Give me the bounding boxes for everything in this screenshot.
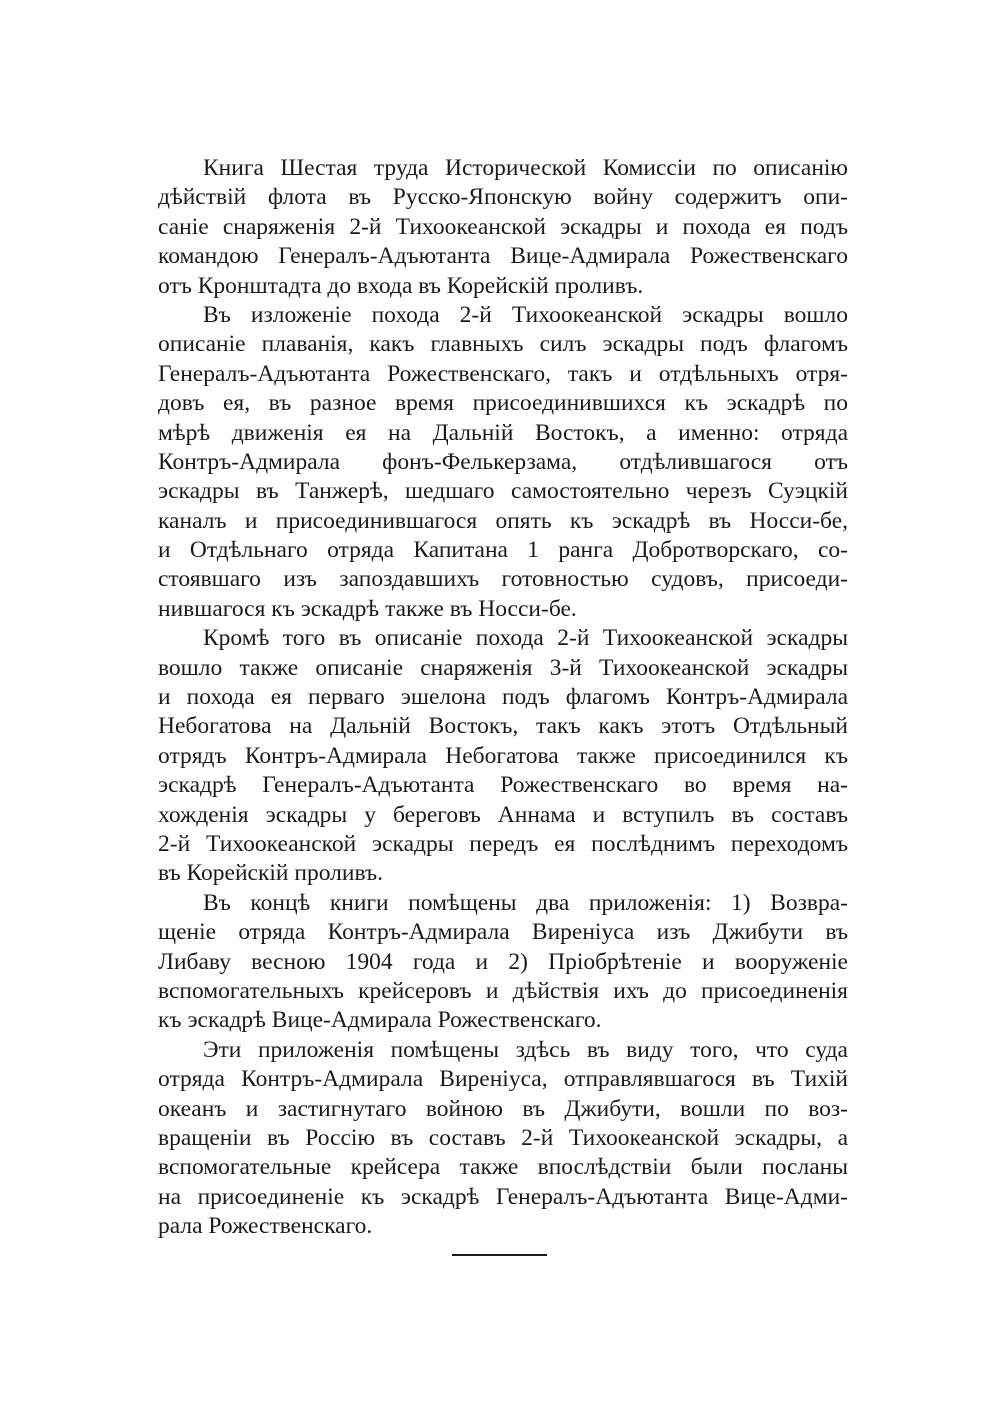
- text-line: вошло также описаніе снаряженія 3-й Тихоокеанской эскадры: [158, 654, 848, 681]
- text-line: отъ Кронштадта до входа въ Корейскій проливъ.: [158, 272, 644, 299]
- text-line: Кромѣ того въ описаніе похода 2-й Тихоокеанской эскадры: [203, 625, 848, 652]
- text-line: описаніе плаванія, какъ главныхъ силъ эскадры подъ флагомъ: [158, 331, 848, 358]
- text-line: Генералъ-Адъютанта Рожественскаго, такъ и отдѣльныхъ отря-: [158, 360, 848, 387]
- text-line: океанъ и застигнутаго войною въ Джибути, вошли по воз-: [158, 1095, 848, 1122]
- text-line: Либаву весною 1904 года и 2) Пріобрѣтеніе и вооруженіе: [158, 948, 848, 975]
- text-line: отрядъ Контръ-Адмирала Небогатова также присоединился къ: [158, 742, 848, 769]
- text-line: на присоединеніе къ эскадрѣ Генералъ-Адъютанта Вице-Адми-: [158, 1183, 848, 1210]
- text-line: рала Рожественскаго.: [158, 1213, 373, 1240]
- text-line: Книга Шестая труда Исторической Комиссіи по описанію: [203, 155, 848, 181]
- paragraph: [158, 1036, 848, 1242]
- text-line: эскадрѣ Генералъ-Адъютанта Рожественскаго во время на-: [158, 772, 848, 799]
- text-line: отряда Контръ-Адмирала Виреніуса, отправлявшагося въ Тихій: [158, 1066, 848, 1093]
- text-line: дѣйствій флота въ Русско-Японскую войну содержитъ опи-: [158, 184, 848, 211]
- text-line: и Отдѣльнаго отряда Капитана 1 ранга Добротворскаго, со-: [158, 537, 848, 564]
- text-line: къ эскадрѣ Вице-Адмирала Рожественскаго.: [158, 1007, 602, 1034]
- text-line: Эти приложенія помѣщены здѣсь въ виду того, что суда: [203, 1036, 848, 1063]
- text-line: вспомогательныхъ крейсеровъ и дѣйствія ихъ до присоединенія: [158, 977, 848, 1004]
- text-line: въ Корейскій проливъ.: [158, 860, 383, 887]
- text-line: вращеніи въ Россію въ составъ 2-й Тихоокеанской эскадры, а: [158, 1124, 848, 1151]
- page-body: [158, 154, 848, 1241]
- text-line: и похода ея перваго эшелона подъ флагомъ Контръ-Адмирала: [158, 684, 848, 711]
- text-line: командою Генералъ-Адъютанта Вице-Адмирала Рожественскаго: [158, 243, 848, 270]
- paragraph: [158, 624, 848, 889]
- text-line: стоявшаго изъ запоздавшихъ готовностью судовъ, присоеди-: [158, 566, 848, 593]
- text-line: нившагося къ эскадрѣ также въ Носси-бе.: [158, 595, 577, 622]
- text-line: хожденія эскадры у береговъ Аннама и вступилъ въ составъ: [158, 801, 848, 828]
- text-line: 2-й Тихоокеанской эскадры передъ ея послѣднимъ переходомъ: [158, 830, 848, 857]
- paragraph: [158, 301, 848, 624]
- text-line: мѣрѣ движенія ея на Дальній Востокъ, а именно: отряда: [158, 419, 848, 446]
- text-line: вспомогательные крейсера также впослѣдствіи были посланы: [158, 1154, 848, 1181]
- section-divider: [452, 1254, 547, 1256]
- text-line: довъ ея, въ разное время присоединившихся къ эскадрѣ по: [158, 390, 848, 417]
- text-line: саніе снаряженія 2-й Тихоокеанской эскадры и похода ея подъ: [158, 213, 848, 240]
- text-line: Небогатова на Дальній Востокъ, такъ какъ этотъ Отдѣльный: [158, 713, 848, 740]
- text-line: щеніе отряда Контръ-Адмирала Виреніуса изъ Джибути въ: [158, 919, 848, 946]
- text-line: эскадры въ Танжерѣ, шедшаго самостоятельно черезъ Суэцкій: [158, 478, 848, 505]
- paragraph: [158, 889, 848, 1036]
- text-line: Контръ-Адмирала фонъ-Фелькерзама, отдѣлившагося отъ: [158, 448, 848, 475]
- text-line: Въ изложеніе похода 2-й Тихоокеанской эскадры вошло: [203, 301, 848, 328]
- text-line: каналъ и присоединившагося опять къ эскадрѣ въ Носси-бе,: [158, 507, 848, 534]
- paragraph: [158, 154, 848, 301]
- text-line: Въ концѣ книги помѣщены два приложенія: 1) Возвра-: [203, 889, 848, 916]
